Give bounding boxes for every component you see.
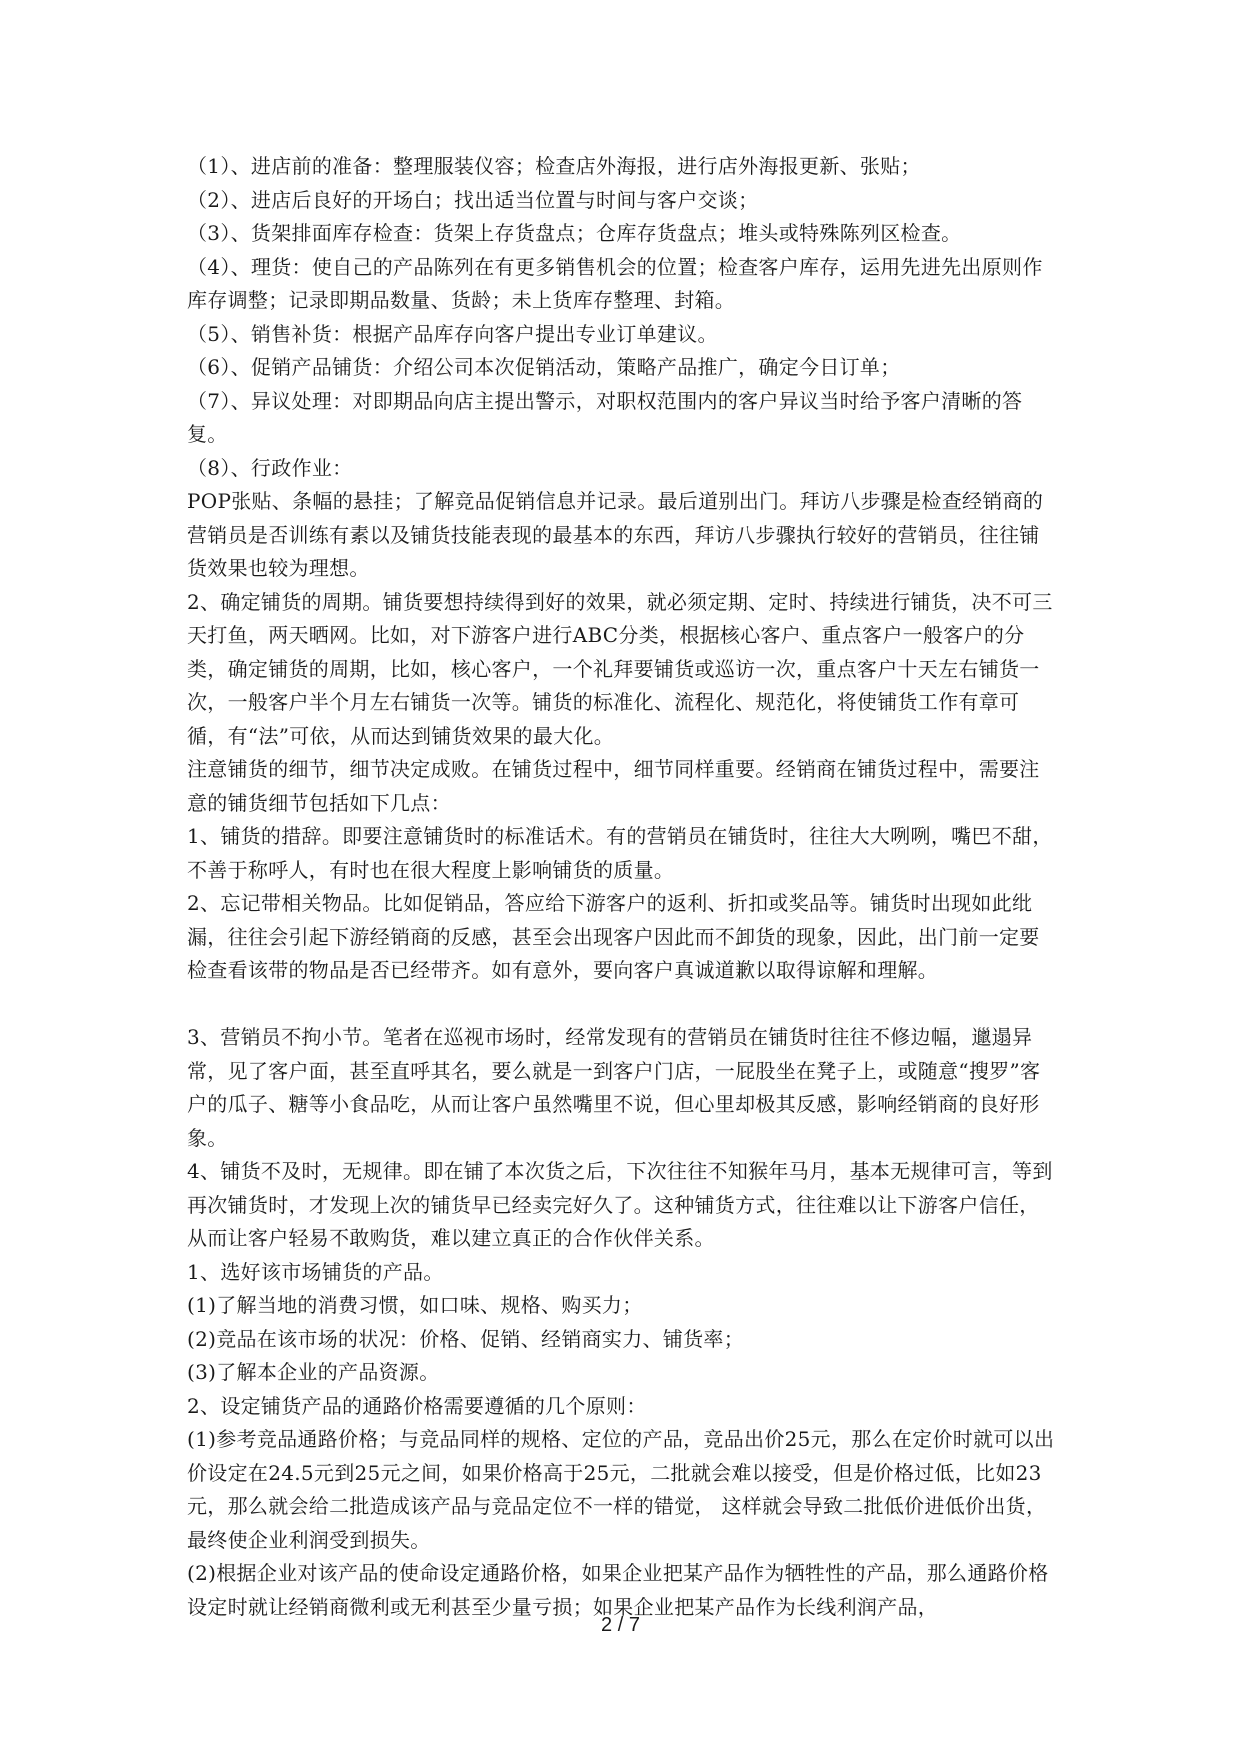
paragraph-20: 2、设定铺货产品的通路价格需要遵循的几个原则： — [187, 1393, 647, 1418]
paragraph-18: (2)竞品在该市场的状况：价格、促销、经销商实力、铺货率； — [187, 1326, 745, 1351]
paragraph-8: （8）、行政作业： — [187, 455, 353, 480]
paragraph-6: （6）、促销产品铺货：介绍公司本次促销活动，策略产品推广，确定今日订单； — [187, 355, 901, 379]
paragraph-spacer — [187, 988, 1055, 1022]
document-body — [187, 150, 1055, 1624]
paragraph-9: POP张贴、条幅的悬挂；了解竞品促销信息并记录。最后道别出门。拜访八步骤是检查经销商的营销员是否训练有素以及铺货技能表现的最基本的东西，拜访八步骤执行较好的营销员，往往铺货效果也较为理想。 — [187, 489, 1044, 580]
paragraph-16: 1、选好该市场铺货的产品。 — [187, 1259, 444, 1284]
paragraph-13: 2、忘记带相关物品。比如促销品，答应给下游客户的返利、折扣或奖品等。铺货时出现如此纰漏，往往会引起下游经销商的反感，甚至会出现客户因此而不卸货的现象，因此，出门前一定要检查看该带的物品是否已经带齐。如有意外，要向客户真诚道歉以取得谅解和理解。 — [187, 891, 1040, 982]
paragraph-17: (1)了解当地的消费习惯，如口味、规格、购买力； — [187, 1293, 643, 1317]
paragraph-19: (3)了解本企业的产品资源。 — [187, 1360, 440, 1384]
paragraph-5: （5）、销售补货：根据产品库存向客户提出专业订单建议。 — [187, 321, 718, 346]
paragraph-14: 3、营销员不拘小节。笔者在巡视市场时，经常发现有的营销员在铺货时往往不修边幅，邋遢异常，见了客户面，甚至直呼其名，要么就是一到客户门店，一屁股坐在凳子上，或随意“搜罗”客户的瓜子、糖等小食品吃，从而让客户虽然嘴里不说，但心里却极其反感，影响经销商的良好形象。 — [187, 1025, 1041, 1150]
paragraph-22: (2)根据企业对该产品的使命设定通路价格，如果企业把某产品作为牺牲性的产品，那么通路价格设定时就让经销商微利或无利甚至少量亏损；如果企业把某产品作为长线利润产品， — [187, 1561, 1049, 1619]
paragraph-11: 注意铺货的细节，细节决定成败。在铺货过程中，细节同样重要。经销商在铺货过程中，需要注意的铺货细节包括如下几点： — [187, 757, 1040, 815]
paragraph-4: （4）、理货：使自己的产品陈列在有更多销售机会的位置；检查客户库存，运用先进先出原则作库存调整；记录即期品数量、货龄；未上货库存整理、封箱。 — [187, 254, 1043, 312]
paragraph-21: (1)参考竞品通路价格；与竞品同样的规格、定位的产品，竞品出价25元，那么在定价时就可以出价设定在24.5元到25元之间，如果价格高于25元，二批就会难以接受，但是价格过低，比如23元，那么就会给二批造成该产品与竞品定位不一样的错觉， 这样就会导致二批低价进低价出货，最终使企业利润受到损失。 — [187, 1427, 1055, 1552]
paragraph-2: （2）、进店后良好的开场白；找出适当位置与时间与客户交谈； — [187, 187, 759, 212]
paragraph-3: （3）、货架排面库存检查：货架上存货盘点；仓库存货盘点；堆头或特殊陈列区检查。 — [187, 221, 962, 245]
paragraph-1: （1）、进店前的准备：整理服装仪容；检查店外海报，进行店外海报更新、张贴； — [187, 154, 921, 178]
page-number: 2 / 7 — [601, 1614, 640, 1636]
paragraph-15: 4、铺货不及时，无规律。即在铺了本次货之后，下次往往不知猴年马月，基本无规律可言，等到再次铺货时，才发现上次的铺货早已经卖完好久了。这种铺货方式，往往难以让下游客户信任，从而让客户轻易不敢购货，难以建立真正的合作伙伴关系。 — [187, 1159, 1053, 1250]
paragraph-12: 1、铺货的措辞。即要注意铺货时的标准话术。有的营销员在铺货时，往往大大咧咧，嘴巴不甜，不善于称呼人，有时也在很大程度上影响铺货的质量。 — [187, 824, 1053, 882]
paragraph-7: （7）、异议处理：对即期品向店主提出警示，对职权范围内的客户异议当时给予客户清晰的答复。 — [187, 388, 1023, 446]
paragraph-10: 2、确定铺货的周期。铺货要想持续得到好的效果，就必须定期、定时、持续进行铺货，决不可三天打鱼，两天晒网。比如，对下游客户进行ABC分类，根据核心客户、重点客户一般客户的分类，确定铺货的周期，比如，核心客户，一个礼拜要铺货或巡访一次，重点客户十天左右铺货一次，一般客户半个月左右铺货一次等。铺货的标准化、流程化、规范化，将使铺货工作有章可循，有“法”可依，从而达到铺货效果的最大化。 — [187, 589, 1053, 748]
